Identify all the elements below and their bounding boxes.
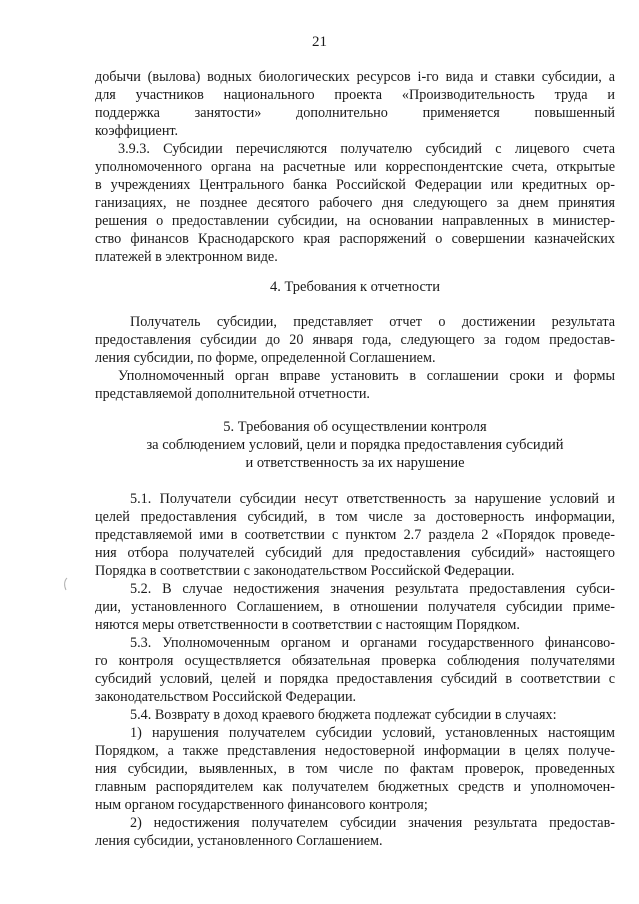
paragraph-line: Получатель субсидии, представляет отчет о достижении результата [130,314,615,330]
paragraph-line: Уполномоченный орган вправе установить в соглашении сроки и формы [118,368,615,384]
scan-mark-icon [62,577,70,591]
paragraph-line: представляемой ими в соответствии с пунктом 2.7 раздела 2 «Порядок проведе- [95,527,615,543]
paragraph-line: для участников национального проекта «Производительность труда и [95,87,615,103]
section-heading-5: за соблюдением условий, цели и порядка предоставления субсидий [146,437,564,453]
paragraph-line: ганизациях, не позднее десятого рабочего дня следующего за днем принятия [95,195,615,211]
paragraph-line: решения о предоставлении субсидии, на основании направленных в министер- [95,213,615,229]
paragraph-line: уполномоченного органа на расчетные или корреспондентские счета, открытые [95,159,615,175]
paragraph-line: 3.9.3. Субсидии перечисляются получателю субсидий с лицевого счета [118,141,615,157]
paragraph-line: целей предоставления субсидий, в том числе за достоверность информации, [95,509,615,525]
paragraph-line: ления субсидии, установленного Соглашением. [95,833,383,849]
paragraph-line: платежей в электронном виде. [95,249,278,265]
paragraph-line: 5.4. Возврату в доход краевого бюджета подлежат субсидии в случаях: [130,707,557,723]
paragraph-line: предоставления субсидии до 20 января года, следующего за годом предостав- [95,332,615,348]
paragraph-line: Порядка в соответствии с законодательством Российской Федерации. [95,563,515,579]
paragraph-line: го контроля осуществляется обязательная проверка соблюдения получателями [95,653,615,669]
paragraph-line: ным органом государственного финансового контроля; [95,797,428,813]
section-heading-4: 4. Требования к отчетности [269,279,441,295]
paragraph-line: 5.2. В случае недостижения значения результата предоставления субси- [130,581,615,597]
paragraph-line: ния отбора получателей субсидий для предоставления субсидий» настоящего [95,545,615,561]
paragraph-line: ния субсидии, выявленных, в том числе по фактам проверок, проведенных [95,761,615,777]
paragraph-line: представляемой дополнительной отчетности. [95,386,370,402]
paragraph-line: ления субсидии, по форме, определенной Соглашением. [95,350,436,366]
paragraph-line: добычи (вылова) водных биологических ресурсов i-го вида и ставки субсидии, а [95,69,615,85]
paragraph-line: ство финансов Краснодарского края распоряжений о совершении казначейских [95,231,615,247]
paragraph-line: 2) недостижения получателем субсидии значения результата предостав- [130,815,615,831]
paragraph-line: Порядком, а также представления недостоверной информации в целях получе- [95,743,615,759]
paragraph-line: коэффициент. [95,123,179,139]
paragraph-line: 5.3. Уполномоченным органом и органами государственного финансово- [130,635,615,651]
section-heading-5: 5. Требования об осуществлении контроля [223,419,487,435]
paragraph-line: главным распорядителем как получателем бюджетных средств и уполномочен- [95,779,615,795]
paragraph-line: в учреждениях Центрального банка Российской Федерации или кредитных ор- [95,177,615,193]
paragraph-line: дии, установленного Соглашением, в отношении получателя субсидии приме- [95,599,615,615]
paragraph-line: 1) нарушения получателем субсидии условий, установленных настоящим [130,725,615,741]
paragraph-line: 5.1. Получатели субсидии несут ответственность за нарушение условий и [130,491,615,507]
section-heading-5: и ответственность за их нарушение [245,455,465,471]
paragraph-line: законодательством Российской Федерации. [95,689,357,705]
page-number: 21 [312,34,327,50]
paragraph-line: субсидий условий, целей и порядка предоставления субсидий в соответствии с [95,671,615,687]
paragraph-line: поддержка занятости» дополнительно применяется повышенный [95,105,615,121]
paragraph-line: няются меры ответственности в соответствии с настоящим Порядком. [95,617,520,633]
